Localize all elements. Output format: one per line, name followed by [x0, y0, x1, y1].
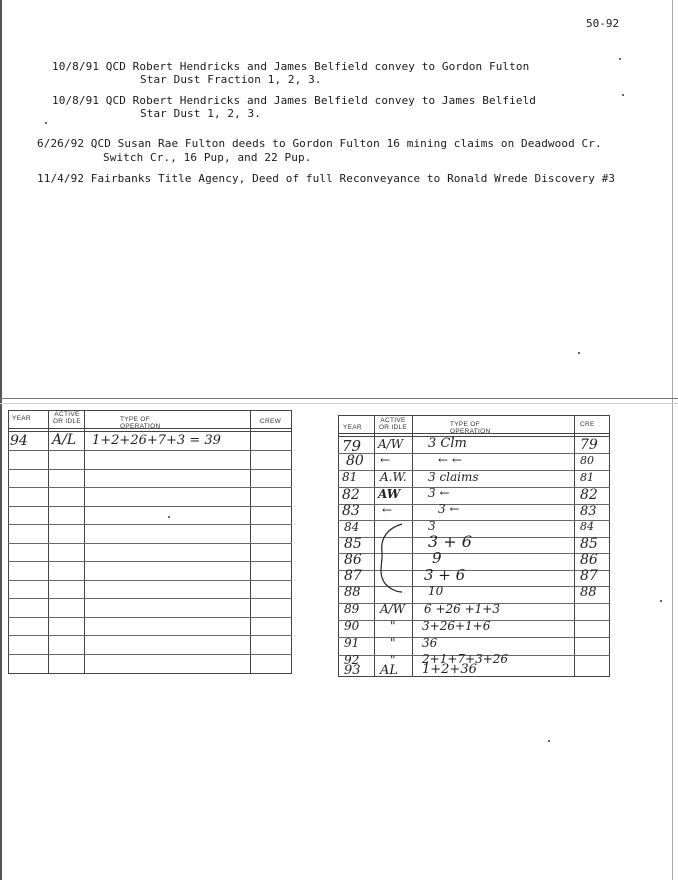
right-row-15-year: 93	[344, 663, 361, 678]
speck	[168, 516, 170, 518]
right-row-11-type: 6 +26 +1+3	[424, 602, 500, 616]
right-row-5-type: 3 ←	[438, 502, 460, 516]
speck	[548, 740, 550, 742]
right-row-14-type: 2+1+7+3+26	[422, 652, 509, 666]
left-header-year: YEAR	[12, 415, 31, 422]
entry-2-line-1: 10/8/91 QCD Robert Hendricks and James Belfield convey to James Belfield	[52, 94, 537, 107]
right-row-13-year: 91	[344, 636, 360, 650]
right-row-15-type: 1+2+36	[422, 662, 477, 677]
right-header-type: TYPE OF OPERATION	[450, 421, 491, 435]
right-row-4-year: 82	[342, 487, 360, 503]
right-row-7-crew: 85	[580, 536, 598, 552]
left-row-1-active: A/L	[52, 432, 77, 448]
right-row-7-type: 3 + 6	[428, 532, 472, 551]
right-row-2-type: ← ←	[438, 453, 462, 467]
right-row-3-type: 3 claims	[428, 470, 479, 484]
right-row-1-type: 3 Clm	[428, 436, 467, 451]
right-row-2-active: ←	[380, 453, 391, 467]
speck	[619, 58, 621, 60]
entry-1-line-1: 10/8/91 QCD Robert Hendricks and James Belfield convey to Gordon Fulton	[52, 60, 530, 73]
right-row-9-crew: 87	[580, 568, 598, 584]
right-row-12-year: 90	[344, 619, 360, 633]
right-row-2-crew: 80	[580, 454, 594, 467]
right-row-4-crew: 82	[580, 487, 598, 503]
left-header-crew: CREW	[260, 418, 282, 425]
right-row-9-type: 3 + 6	[424, 566, 466, 584]
entry-3-line-1: 6/26/92 QCD Susan Rae Fulton deeds to Gordon Fulton 16 mining claims on Deadwood Cr.	[37, 137, 602, 150]
right-row-3-active: A.W.	[380, 470, 407, 484]
page-number: 50-92	[586, 17, 620, 30]
right-row-15-active: AL	[380, 663, 399, 678]
right-row-6-year: 84	[344, 520, 360, 534]
right-row-10-year: 88	[344, 585, 361, 600]
right-row-1-crew: 79	[580, 437, 598, 453]
left-row-1-type: 1+2+26+7+3 = 39	[92, 433, 221, 448]
right-row-8-year: 86	[344, 552, 362, 568]
speck	[578, 352, 580, 354]
right-row-11-active: A/W	[380, 602, 406, 616]
right-row-5-active: ←	[382, 503, 393, 517]
left-header-type: TYPE OF OPERATION	[120, 416, 161, 430]
right-row-6-crew: 84	[580, 520, 594, 533]
right-header-active: ACTIVE OR IDLE	[378, 417, 408, 431]
bracket-mark	[368, 522, 408, 594]
entry-3-line-2: Switch Cr., 16 Pup, and 22 Pup.	[103, 151, 312, 164]
right-header-year: YEAR	[343, 424, 362, 431]
card-divider	[0, 398, 678, 399]
right-row-14-year: 92	[344, 653, 360, 667]
right-row-6-type: 3	[428, 519, 436, 533]
right-row-9-year: 87	[344, 568, 362, 584]
left-header-active: ACTIVE OR IDLE	[52, 411, 82, 425]
right-row-12-active: "	[390, 619, 396, 633]
right-row-12-type: 3+26+1+6	[422, 619, 491, 633]
right-row-14-active: "	[390, 653, 396, 667]
speck	[660, 600, 662, 602]
right-row-5-year: 83	[342, 503, 360, 519]
right-row-1-year: 79	[342, 437, 362, 455]
left-row-1-year: 94	[10, 433, 28, 449]
right-row-3-year: 81	[342, 470, 358, 484]
right-row-7-year: 85	[344, 536, 362, 552]
right-row-13-active: "	[390, 636, 396, 650]
right-row-11-year: 89	[344, 602, 360, 616]
entry-4-line-1: 11/4/92 Fairbanks Title Agency, Deed of full Reconveyance to Ronald Wrede Discovery #3	[37, 172, 616, 185]
card-divider-shadow	[0, 403, 678, 404]
right-row-1-active: A/W	[378, 437, 404, 451]
recorded-entries	[0, 0, 678, 200]
speck	[45, 122, 47, 124]
right-row-3-crew: 81	[580, 471, 594, 484]
right-row-4-active: AW	[378, 487, 401, 501]
right-row-10-type: 10	[428, 584, 444, 598]
entry-1-line-2: Star Dust Fraction 1, 2, 3.	[140, 73, 322, 86]
speck	[622, 94, 624, 96]
right-row-8-type: 9	[432, 549, 442, 567]
right-row-2-year: 80	[346, 453, 364, 469]
right-header-crew: CRE	[580, 421, 595, 428]
right-row-4-type: 3 ←	[428, 486, 450, 500]
right-row-5-crew: 83	[580, 504, 597, 519]
right-row-8-crew: 86	[580, 552, 598, 568]
right-row-13-type: 36	[422, 636, 438, 650]
right-row-10-crew: 88	[580, 585, 597, 600]
entry-2-line-2: Star Dust 1, 2, 3.	[140, 107, 262, 120]
